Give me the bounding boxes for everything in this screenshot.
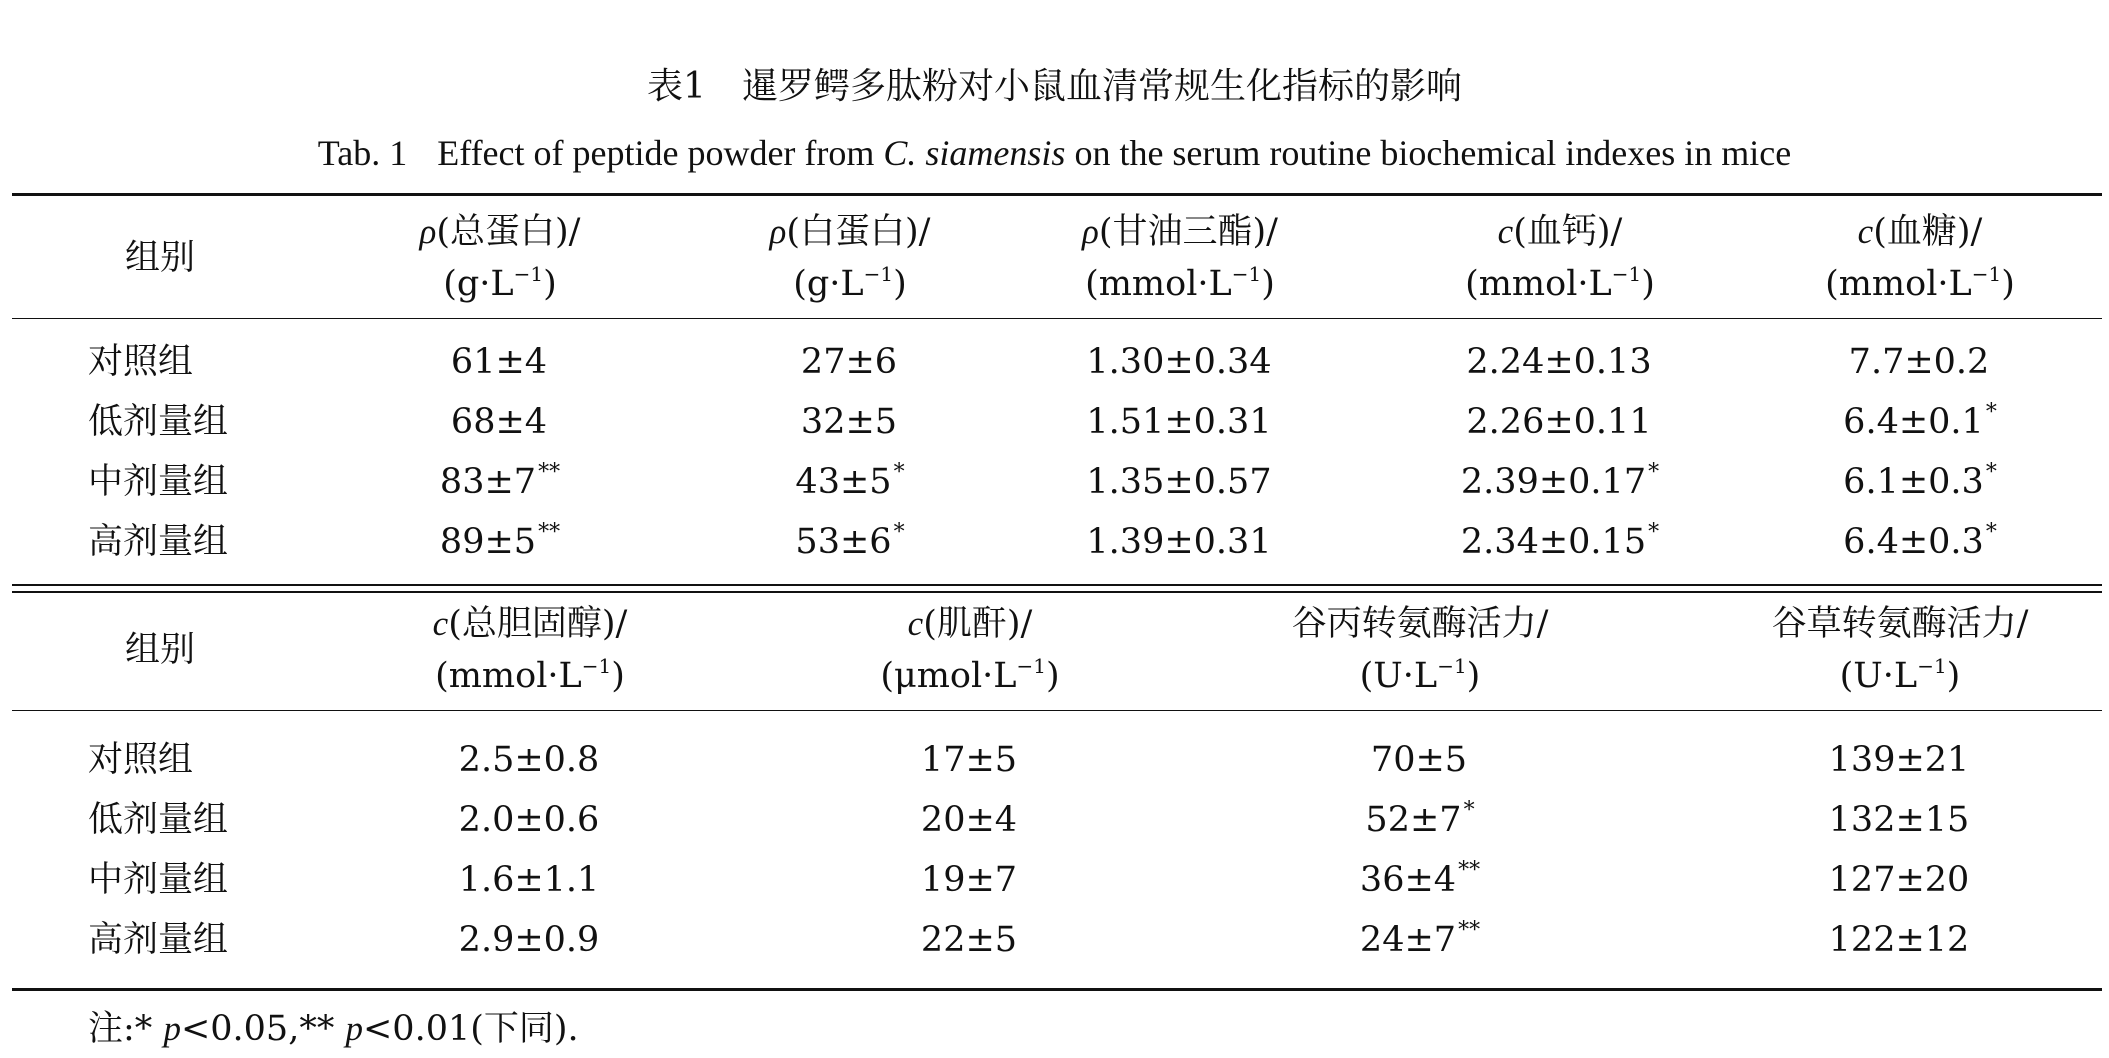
table-cell: 83±7** [439, 460, 561, 502]
group-header: 组别 [124, 238, 195, 278]
col-unit-ast-activity: $(U\cdot L^{-1})$ [1839, 654, 1961, 696]
table-cell: 1.6±1.1 [458, 860, 600, 900]
table-cell: 2.0±0.6 [458, 800, 600, 840]
table-cell: 19±7 [920, 860, 1018, 900]
col-unit-albumin: $(g\cdot L^{-1})$ [793, 262, 907, 304]
table-cell: 52±7* [1365, 798, 1475, 840]
table-cell: 1.35±0.57 [1086, 462, 1272, 502]
table-cell: 1.39±0.31 [1086, 522, 1272, 562]
table-cell: 6.4±0.3* [1843, 520, 1997, 562]
row-group-label: 中剂量组 [88, 462, 229, 502]
col-header-triglyceride: ρ(甘油三酯)/ [1082, 212, 1278, 252]
double-rule-a [12, 584, 2102, 586]
col-header-blood-glucose: c(血糖)/ [1857, 212, 1983, 252]
col-unit-total-protein: $(g\cdot L^{-1})$ [443, 262, 557, 304]
top-rule [12, 193, 2102, 196]
table-cell: 53±6* [795, 520, 905, 562]
caption-text-pre: Effect of peptide powder from [437, 133, 884, 173]
col-header-albumin: ρ(白蛋白)/ [769, 212, 931, 252]
caption-text-post: on the serum routine biochemical indexes in mice [1065, 133, 1792, 173]
header-rule-2 [12, 710, 2102, 711]
row-group-label: 中剂量组 [88, 860, 229, 900]
table-cell: 70±5 [1370, 740, 1468, 780]
table-cell: 20±4 [920, 800, 1018, 840]
table-cell: 2.26±0.11 [1466, 402, 1652, 442]
col-header-total-protein: ρ(总蛋白)/ [419, 212, 581, 252]
table-cell: 2.34±0.15* [1460, 520, 1660, 562]
table-cell: 36±4** [1359, 858, 1481, 900]
col-header-blood-calcium: c(血钙)/ [1497, 212, 1623, 252]
table-cell: 32±5 [800, 402, 898, 442]
table-cell: 122±12 [1828, 920, 1970, 960]
group-header: 组别 [124, 630, 195, 670]
table-cell: 89±5** [439, 520, 561, 562]
col-unit-creatinine: $(\mu mol\cdot L^{-1})$ [880, 654, 1060, 696]
table-cell: 6.1±0.3* [1843, 460, 1997, 502]
table-footnote: 注:* p<0.05,** p<0.01(下同). [88, 1009, 579, 1049]
table-cell: 68±4 [450, 402, 548, 442]
col-unit-total-cholesterol: $(mmol\cdot L^{-1})$ [435, 654, 625, 696]
table-cell: 1.51±0.31 [1086, 402, 1272, 442]
col-header-alt-activity: 谷丙转氨酶活力/ [1291, 604, 1549, 644]
caption-label: Tab. 1 [317, 133, 408, 173]
table-cell: 61±4 [450, 342, 548, 382]
row-group-label: 对照组 [88, 342, 194, 382]
table-cell: 127±20 [1828, 860, 1970, 900]
col-header-total-cholesterol: c(总胆固醇)/ [432, 604, 628, 644]
table-caption-chinese: 表1 暹罗鳄多肽粉对小鼠血清常规生化指标的影响 [647, 66, 1462, 107]
table-caption-english [0, 128, 2109, 178]
double-rule-b [12, 591, 2102, 593]
col-unit-blood-calcium: $(mmol\cdot L^{-1})$ [1465, 262, 1655, 304]
col-header-creatinine: c(肌酐)/ [907, 604, 1033, 644]
row-group-label: 低剂量组 [88, 402, 229, 442]
table-cell: 132±15 [1828, 800, 1970, 840]
table-cell: 22±5 [920, 920, 1018, 960]
header-rule-1 [12, 318, 2102, 319]
table-cell: 43±5* [795, 460, 905, 502]
col-header-ast-activity: 谷草转氨酶活力/ [1771, 604, 2029, 644]
row-group-label: 对照组 [88, 740, 194, 780]
row-group-label: 低剂量组 [88, 800, 229, 840]
col-unit-alt-activity: $(U\cdot L^{-1})$ [1359, 654, 1481, 696]
col-unit-blood-glucose: $(mmol\cdot L^{-1})$ [1825, 262, 2015, 304]
bottom-rule [12, 988, 2102, 991]
table-cell: 139±21 [1828, 740, 1970, 780]
table-cell: 1.30±0.34 [1086, 342, 1272, 382]
col-unit-triglyceride: $(mmol\cdot L^{-1})$ [1085, 262, 1275, 304]
table-cell: 17±5 [920, 740, 1018, 780]
table-cell: 2.24±0.13 [1466, 342, 1652, 382]
table-cell: 2.5±0.8 [458, 740, 600, 780]
row-group-label: 高剂量组 [88, 920, 229, 960]
table-cell: 2.9±0.9 [458, 920, 600, 960]
table-cell: 6.4±0.1* [1843, 400, 1997, 442]
table-cell: 27±6 [800, 342, 898, 382]
row-group-label: 高剂量组 [88, 522, 229, 562]
table-cell: 7.7±0.2 [1848, 342, 1990, 382]
caption-species: C. siamensis [883, 133, 1066, 173]
table-cell: 2.39±0.17* [1460, 460, 1660, 502]
table-cell: 24±7** [1359, 918, 1481, 960]
